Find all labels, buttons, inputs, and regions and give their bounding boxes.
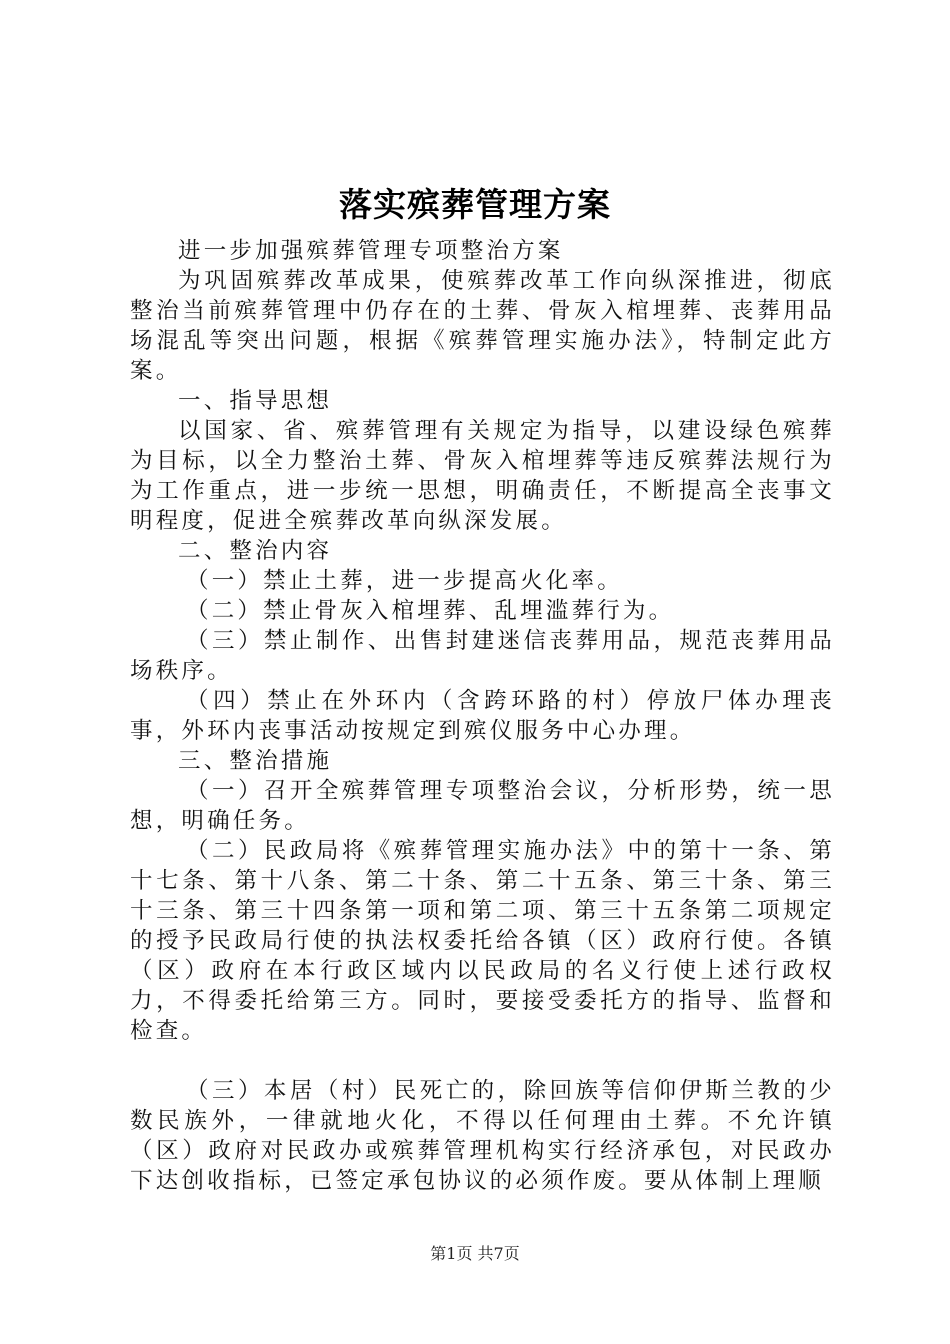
- document-body: [130, 236, 835, 1196]
- guiding-ideology-paragraph: 以国家、省、殡葬管理有关规定为指导，以建设绿色殡葬为目标，以全力整治土葬、骨灰入棺埋葬等违反殡葬法规行为为工作重点，进一步统一思想，明确责任，不断提高全丧事文明程度，促进全殡葬改革向纵深发展。: [130, 418, 835, 534]
- section-heading-rectification-content: 二、整治内容: [178, 538, 333, 564]
- document-title: 落实殡葬管理方案: [339, 185, 611, 224]
- content-item-2: （二）禁止骨灰入棺埋葬、乱埋滥葬行为。: [186, 598, 675, 624]
- measure-item-1: （一）召开全殡葬管理专项整治会议，分析形势，统一思想，明确任务。: [130, 778, 835, 834]
- measure-item-3: （三）本居（村）民死亡的，除回族等信仰伊斯兰教的少数民族外，一律就地火化，不得以任何理由土葬。不允许镇（区）政府对民政办或殡葬管理机构实行经济承包，对民政办下达创收指标，已签定承包协议的必须作废。要从体制上理顺: [130, 1078, 835, 1194]
- content-item-1: （一）禁止土葬，进一步提高火化率。: [186, 568, 623, 594]
- section-heading-rectification-measures: 三、整治措施: [178, 748, 333, 774]
- subtitle-paragraph: 进一步加强殡葬管理专项整治方案: [178, 238, 564, 264]
- page-number-footer: 第1页 共7页: [430, 1244, 520, 1263]
- content-item-3: （三）禁止制作、出售封建迷信丧葬用品，规范丧葬用品场秩序。: [130, 628, 835, 684]
- section-heading-guiding-ideology: 一、指导思想: [178, 388, 333, 414]
- content-item-4: （四）禁止在外环内（含跨环路的村）停放尸体办理丧事，外环内丧事活动按规定到殡仪服务中心办理。: [130, 688, 835, 744]
- measure-item-2: （二）民政局将《殡葬管理实施办法》中的第十一条、第十七条、第十八条、第二十条、第二十五条、第三十条、第三十三条、第三十四条第一项和第二项、第三十五条第二项规定的授予民政局行使的执法权委托给各镇（区）政府行使。各镇（区）政府在本行政区域内以民政局的名义行使上述行政权力，不得委托给第三方。同时，要接受委托方的指导、监督和检查。: [130, 838, 835, 1044]
- paragraph-gap: [130, 1046, 835, 1076]
- intro-paragraph: 为巩固殡葬改革成果，使殡葬改革工作向纵深推进，彻底整治当前殡葬管理中仍存在的土葬、骨灰入棺埋葬、丧葬用品场混乱等突出问题，根据《殡葬管理实施办法》，特制定此方案。: [130, 268, 835, 384]
